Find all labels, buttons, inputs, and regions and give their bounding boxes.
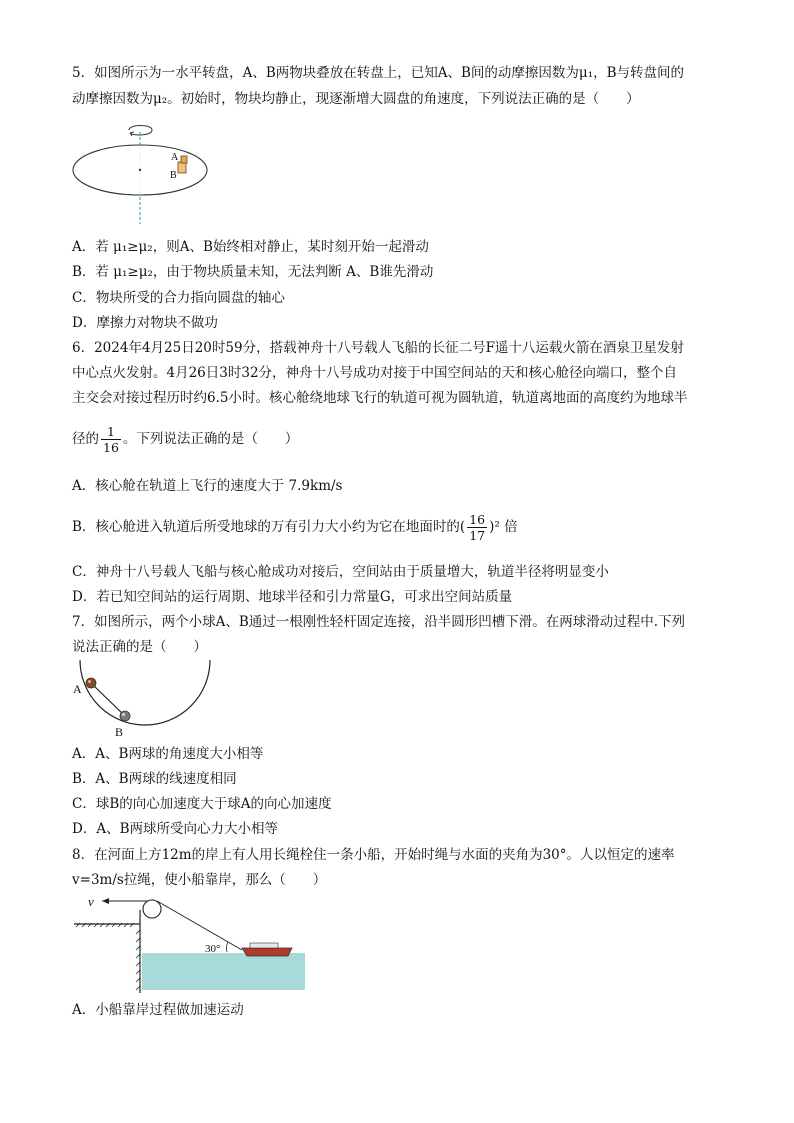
q7-line2: 说法正确的是（ ） (72, 639, 207, 655)
label-v: v (88, 894, 94, 909)
q7-option-a: A．A、B两球的角速度大小相等 (72, 746, 264, 762)
rope (157, 901, 242, 950)
q5-line1: 5．如图所示为一水平转盘，A、B两物块叠放在转盘上，已知A、B间的动摩擦因数为μ₁，B与转盘间的 (72, 65, 685, 81)
q5-line2: 动摩擦因数为μ₂。初始时，物块均静止，现逐渐增大圆盘的角速度，下列说法正确的是（ ） (72, 91, 640, 107)
angle-label: 30° (205, 943, 221, 955)
frac-den: 16 (103, 440, 119, 455)
q6-line4 (72, 424, 298, 455)
block-b (178, 162, 186, 173)
q5-option-b: B．若 μ₁≥μ₂，由于物块质量未知，无法判断 A、B谁先滑动 (72, 264, 434, 280)
q6-line4-post: 。下列说法正确的是（ ） (122, 431, 299, 447)
q7-option-c: C．球B的向心加速度大于球A的向心加速度 (72, 796, 332, 812)
q7-line1: 7．如图所示，两个小球A、B通过一根刚性轻杆固定连接，沿半圆形凹槽下滑。在两球滑动过程中.下列 (72, 614, 686, 630)
fraction-16-17 (467, 512, 487, 543)
q6-optb-post: )² 倍 (489, 519, 518, 535)
q6-line1: 6．2024年4月25日20时59分，搭载神舟十八号载人飞船的长征二号F遥十八运载火箭在酒泉卫星发射 (72, 340, 684, 356)
frac-den: 17 (469, 528, 486, 543)
semicircle-groove (80, 660, 210, 725)
q6-optb-pre: B．核心舱进入轨道后所受地球的万有引力大小约为它在地面时的( (72, 519, 466, 535)
wall-hatching (136, 930, 140, 990)
frac-num: 1 (101, 424, 121, 440)
q6-option-b (72, 512, 518, 543)
q6-option-d: D．若已知空间站的运行周期、地球半径和引力常量G，可求出空间站质量 (72, 589, 513, 605)
ball-b (120, 711, 130, 721)
pulley (143, 900, 161, 918)
label-b: B (115, 725, 124, 739)
q8-line2: v=3m/s拉绳，使小船靠岸，那么（ ） (72, 872, 327, 888)
rigid-rod (91, 683, 125, 716)
q6-line2: 中心点火发射。4月26日3时32分，神舟十八号成功对接于中国空间站的天和核心舱径向端口，整个自 (72, 365, 678, 381)
q8-line1: 8．在河面上方12m的岸上有人用长绳栓住一条小船，开始时绳与水面的夹角为30°。人以恒定的速率 (72, 847, 675, 863)
label-a: A (73, 682, 82, 696)
q5-option-a: A．若 μ₁≥μ₂，则A、B始终相对静止，某时刻开始一起滑动 (72, 239, 429, 255)
q6-line4-pre: 径的 (72, 431, 99, 447)
fraction-1-16 (101, 424, 121, 455)
label-b: B (170, 170, 177, 181)
q7-option-b: B．A、B两球的线速度相同 (72, 771, 237, 787)
q6-line3: 主交会对接过程历时约6.5小时。核心舱绕地球飞行的轨道可视为圆轨道，轨道离地面的高度约为地球半 (72, 390, 688, 406)
q6-option-a: A．核心舱在轨道上飞行的速度大于 7.9km/s (72, 478, 343, 494)
q7-groove-figure (70, 660, 220, 740)
label-a: A (171, 152, 179, 163)
q5-option-d: D．摩擦力对物块不做功 (72, 315, 218, 331)
q5-turntable-figure (72, 120, 212, 228)
water (142, 953, 305, 990)
frac-num: 16 (469, 512, 486, 527)
q8-boat-figure (72, 890, 312, 995)
q6-option-c: C．神舟十八号载人飞船与核心舱成功对接后，空间站由于质量增大，轨道半径将明显变小 (72, 564, 609, 580)
q5-option-c: C．物块所受的合力指向圆盘的轴心 (72, 290, 285, 306)
q8-option-a: A．小船靠岸过程做加速运动 (72, 1002, 244, 1018)
boat (242, 948, 292, 956)
ball-a (86, 678, 96, 688)
q7-option-d: D．A、B两球所受向心力大小相等 (72, 821, 278, 837)
block-a (181, 156, 187, 163)
